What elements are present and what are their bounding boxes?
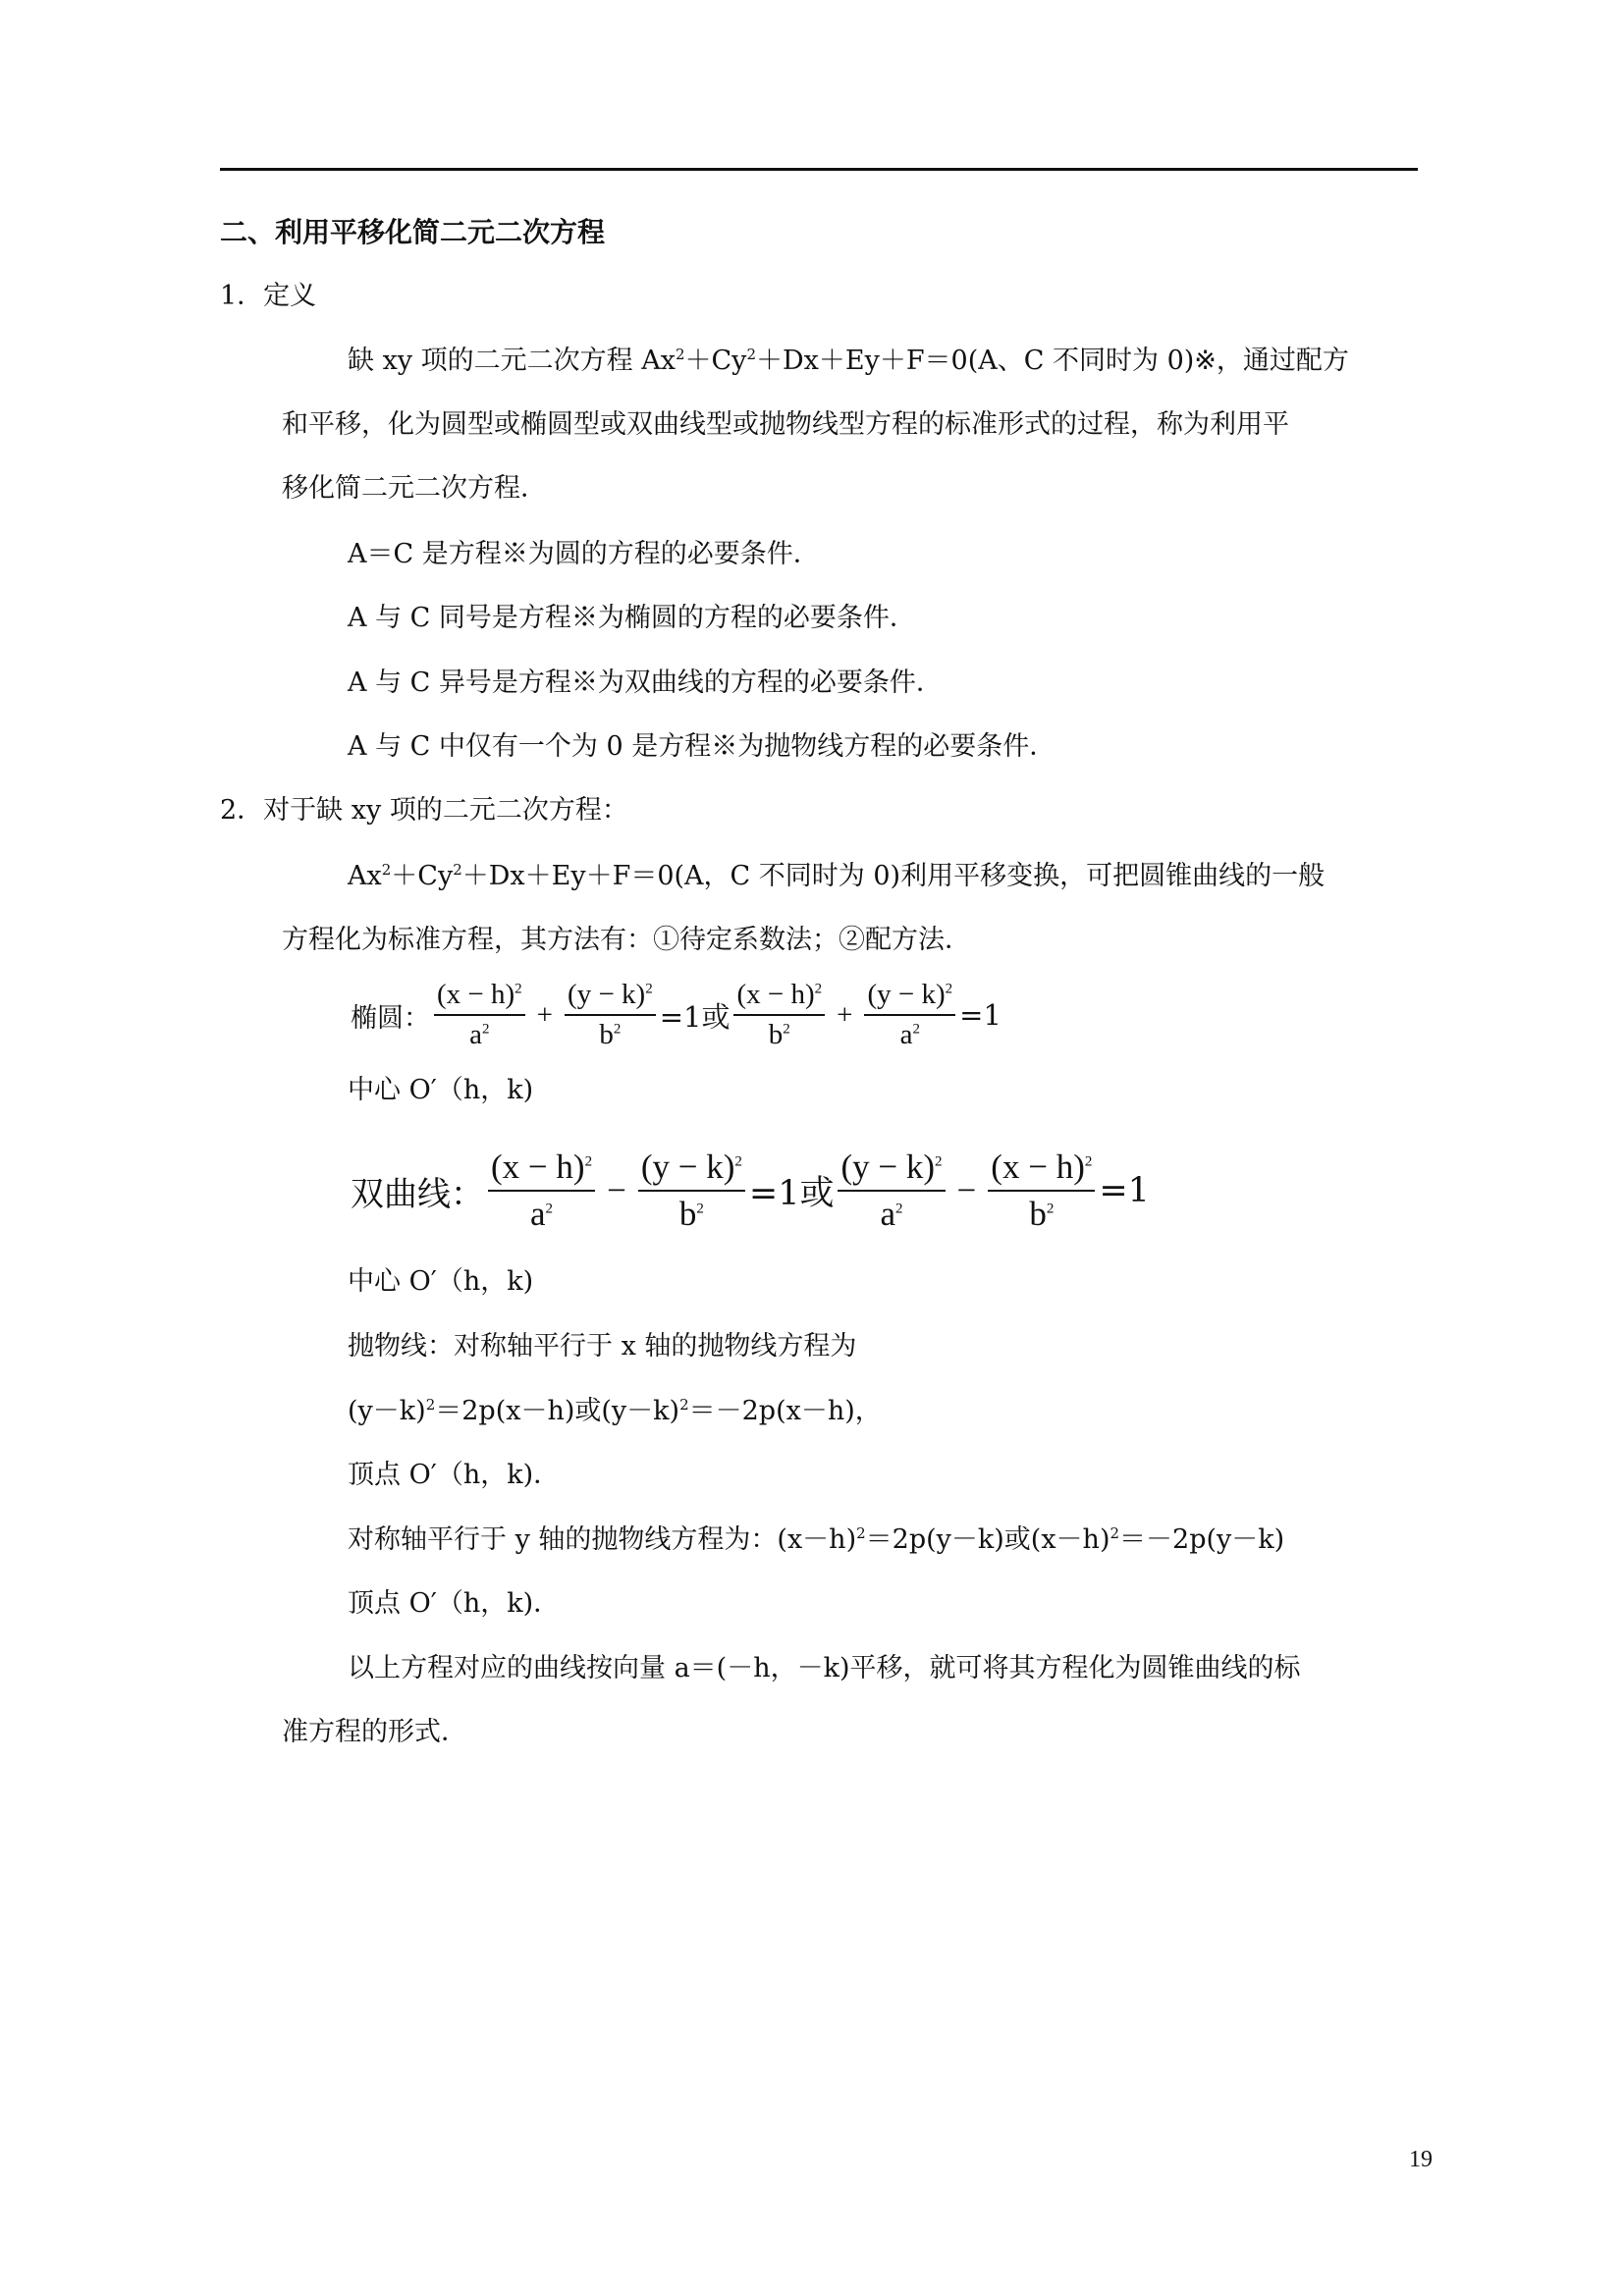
hyperbola-label: 双曲线： <box>351 1174 484 1214</box>
item2-paragraph-line1: $Ax^2+Cy^2+Dx+Ey+F=0(A$，C 不同时为 0)利用平移变换，可把圆锥曲线的一般 <box>348 861 1326 891</box>
ellipse-equation: 椭圆： $\frac{(x - h)^2}{a^2}$ + $\frac{(y - k)^2}{b^2}$ =1或 $\frac{(x - h)^2}{b^2}$ + $\frac{(y - k)^2}{a^2}$ =1 <box>351 979 1001 1050</box>
hyperbola-equation: 双曲线： $\frac{(x - h)^2}{a^2}$ − $\frac{(y - k)^2}{b^2}$ =1或 $\frac{(y - k)^2}{a^2}$ − $\frac{(x - h)^2}{b^2}$ =1 <box>351 1148 1150 1233</box>
parabola-vertex-2: 顶点 O′（h，k)． <box>348 1588 561 1619</box>
condition-hyperbola: A 与 C 异号是方程※为双曲线的方程的必要条件． <box>348 667 943 698</box>
conclusion-line2: 准方程的形式． <box>282 1717 467 1747</box>
conclusion-line1: 以上方程对应的曲线按向量 a＝(－h，－k)平移，就可将其方程化为圆锥曲线的标 <box>348 1653 1301 1683</box>
condition-circle: A＝C 是方程※为圆的方程的必要条件． <box>348 539 820 569</box>
ellipse-label: 椭圆： <box>351 1002 430 1034</box>
parabola-label: 抛物线：对称轴平行于 x 轴的抛物线方程为 <box>348 1331 857 1362</box>
fraction: $\frac{(x - h)^2}{b^2}$ <box>988 1148 1095 1234</box>
page-number: 19 <box>1409 2147 1433 2172</box>
item1-paragraph-line3: 移化简二元二次方程． <box>282 473 547 504</box>
condition-parabola: A 与 C 中仅有一个为 0 是方程※为抛物线方程的必要条件． <box>348 731 1056 762</box>
item1-paragraph-line2: 和平移，化为圆型或椭圆型或双曲线型或抛物线型方程的标准形式的过程，称为利用平 <box>282 409 1289 440</box>
fraction: $\frac{(y - k)^2}{a^2}$ <box>864 979 955 1051</box>
parabola-x-equation: $(y-k)^2=2p(x-h)$或$(y-k)^2=-2p(x-h)$， <box>348 1396 882 1426</box>
fraction: $\frac{(x - h)^2}{a^2}$ <box>488 1148 595 1234</box>
item2-paragraph-line2: 方程化为标准方程，其方法有：①待定系数法；②配方法． <box>282 925 971 955</box>
section-title: 二、利用平移化简二元二次方程 <box>220 216 606 248</box>
fraction: $\frac{(y - k)^2}{b^2}$ <box>565 979 656 1051</box>
hyperbola-center: 中心 O′（h，k) <box>348 1266 534 1297</box>
item1-paragraph-line1: 缺 xy 项的二元二次方程 $Ax^2+Cy^2+Dx+Ey+F=0(A$、C 不同时为 0)※，通过配方 <box>348 346 1349 376</box>
item1-heading: 1．定义 <box>220 281 317 311</box>
fraction: $\frac{(x - h)^2}{b^2}$ <box>733 979 825 1051</box>
parabola-vertex-1: 顶点 O′（h，k)． <box>348 1460 561 1490</box>
fraction: $\frac{(y - k)^2}{a^2}$ <box>838 1148 945 1234</box>
parabola-y-equation: 对称轴平行于 y 轴的抛物线方程为：$(x-h)^2=2p(y-k)$或$(x-h)^2=-2p(y-k)$ <box>348 1524 1285 1555</box>
header-rule <box>220 168 1418 171</box>
condition-ellipse: A 与 C 同号是方程※为椭圆的方程的必要条件． <box>348 603 916 633</box>
fraction: $\frac{(y - k)^2}{b^2}$ <box>638 1148 745 1234</box>
ellipse-center: 中心 O′（h，k) <box>348 1075 534 1105</box>
item2-heading: 2．对于缺 xy 项的二元二次方程： <box>220 795 628 826</box>
fraction: $\frac{(x - h)^2}{a^2}$ <box>434 979 525 1051</box>
